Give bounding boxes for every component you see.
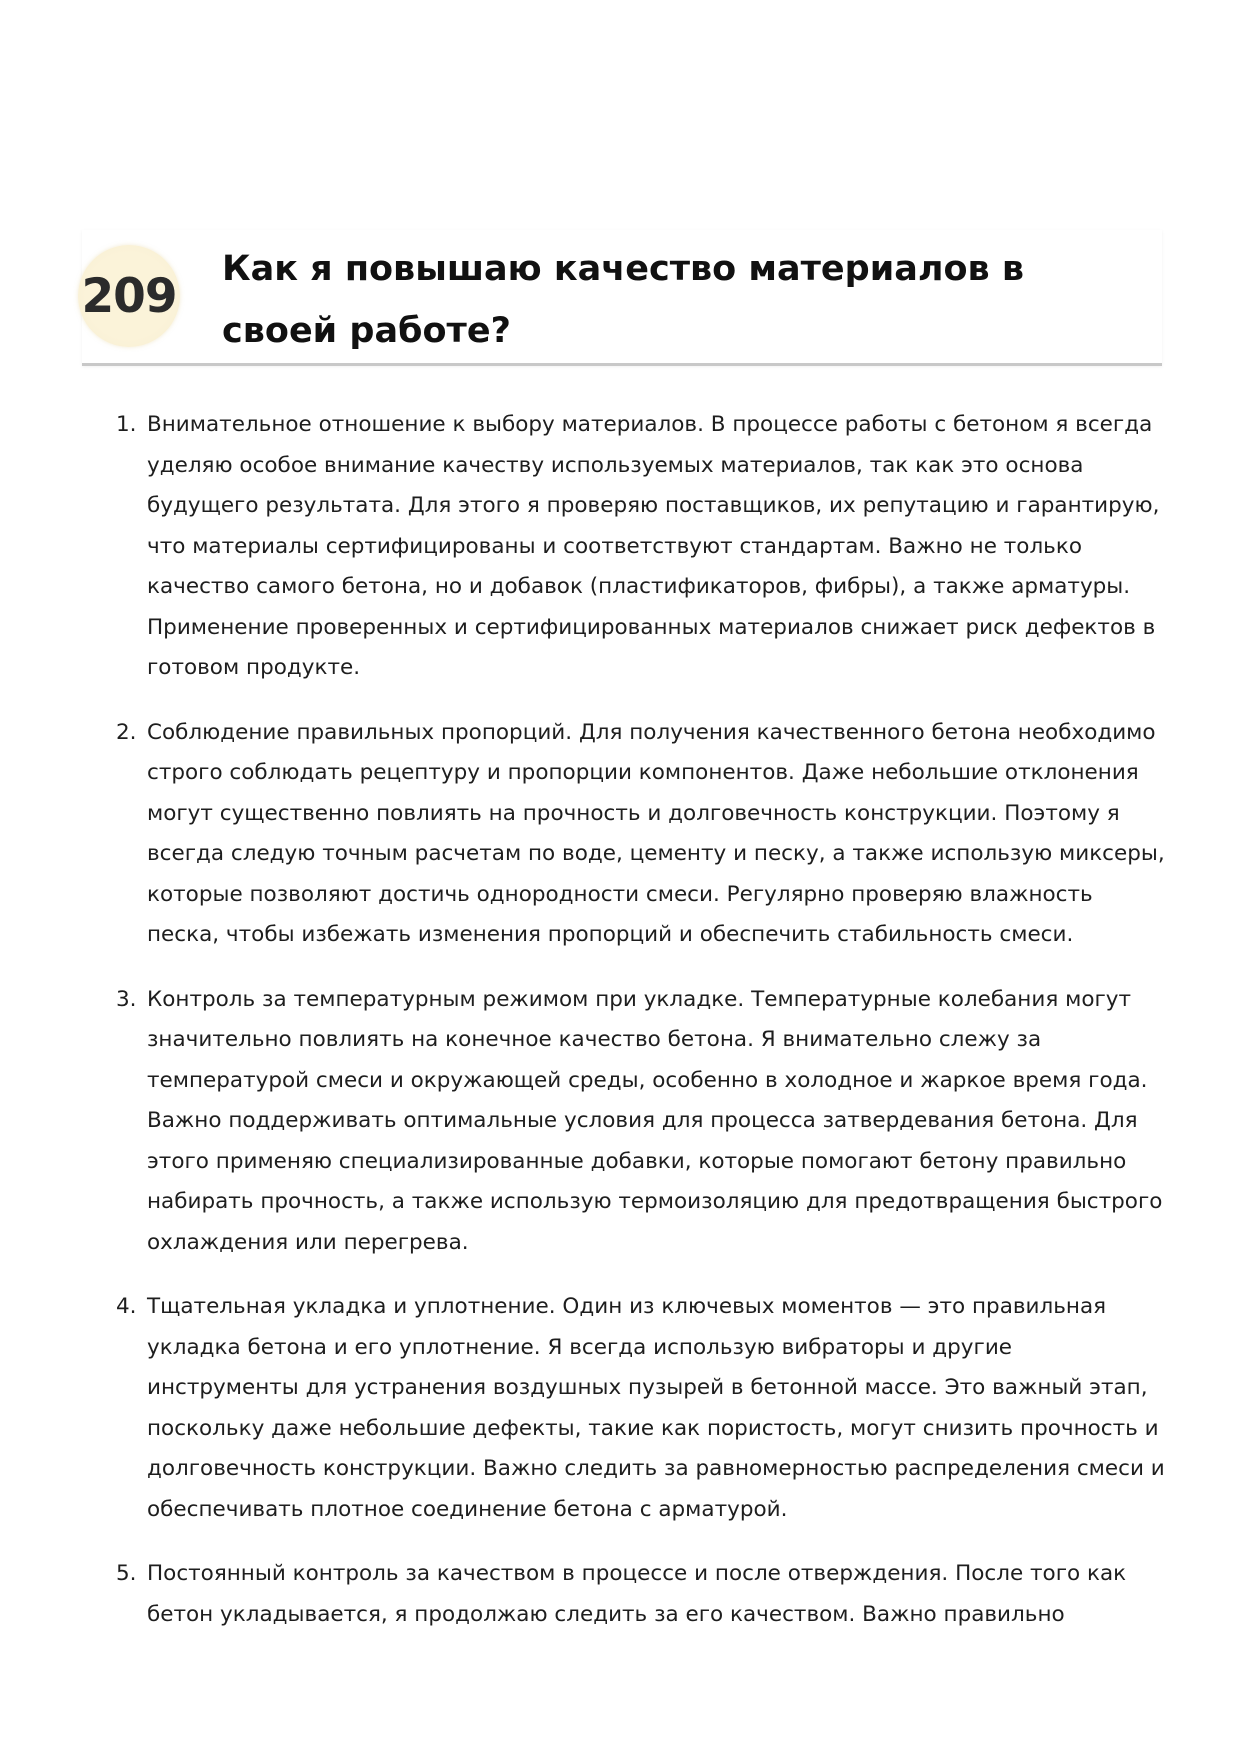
question-title: Как я повышаю качество материалов в своей работе?	[222, 249, 1025, 351]
list-item	[116, 1287, 1166, 1530]
answer-list	[116, 405, 1166, 1635]
list-item-number: 5.	[116, 1561, 137, 1586]
answer-content	[116, 405, 1166, 1659]
list-item	[116, 980, 1166, 1264]
page-number-badge: 209	[78, 245, 180, 347]
list-item-text: Постоянный контроль за качеством в процессе и после отверждения. После того как бетон укладывается, я продолжаю следить за его качеством. Важно правильно	[147, 1561, 1127, 1627]
list-item	[116, 1554, 1166, 1635]
list-item-text: Соблюдение правильных пропорций. Для получения качественного бетона необходимо строго соблюдать рецептуру и пропорции компонентов. Даже небольшие отклонения могут существенно повлиять на прочность и долговечность конструкции. Поэтому я всегда следую точным расчетам по воде, цементу и песку, а также использую миксеры, которые позволяют достичь однородности смеси. Регулярно проверяю влажность песка, чтобы избежать изменения пропорций и обеспечить стабильность смеси.	[147, 719, 1165, 947]
list-item	[116, 405, 1166, 689]
list-item	[116, 713, 1166, 956]
list-item-number: 3.	[116, 986, 137, 1012]
list-item-number: 4.	[116, 1294, 137, 1319]
list-item-text: Внимательное отношение к выбору материалов. В процессе работы с бетоном я всегда уделяю особое внимание качеству используемых материалов, так как это основа будущего результата. Для этого я проверяю поставщиков, их репутацию и гарантирую, что материалы сертифицированы и соответствуют стандартам. Важно не только качество самого бетона, но и добавок (пластификаторов, фибры), а также арматуры. Применение проверенных и сертифицированных материалов снижает риск дефектов в готовом продукте.	[147, 412, 1160, 680]
list-item-number: 2.	[116, 719, 137, 745]
list-item-text: Контроль за температурным режимом при укладке. Температурные колебания могут значительно повлиять на конечное качество бетона. Я внимательно слежу за температурой смеси и окружающей среды, особенно в холодное и жаркое время года. Важно поддерживать оптимальные условия для процесса затвердевания бетона. Для этого применяю специализированные добавки, которые помогают бетону правильно набирать прочность, а также использую термоизоляцию для предотвращения быстрого охлаждения или перегрева.	[147, 986, 1163, 1255]
list-item-number: 1.	[116, 412, 137, 437]
list-item-text: Тщательная укладка и уплотнение. Один из ключевых моментов — это правильная укладка бетона и его уплотнение. Я всегда использую вибраторы и другие инструменты для устранения воздушных пузырей в бетонной массе. Это важный этап, поскольку даже небольшие дефекты, такие как пористость, могут снизить прочность и долговечность конструкции. Важно следить за равномерностью распределения смеси и обеспечивать плотное соединение бетона с арматурой.	[147, 1294, 1165, 1522]
